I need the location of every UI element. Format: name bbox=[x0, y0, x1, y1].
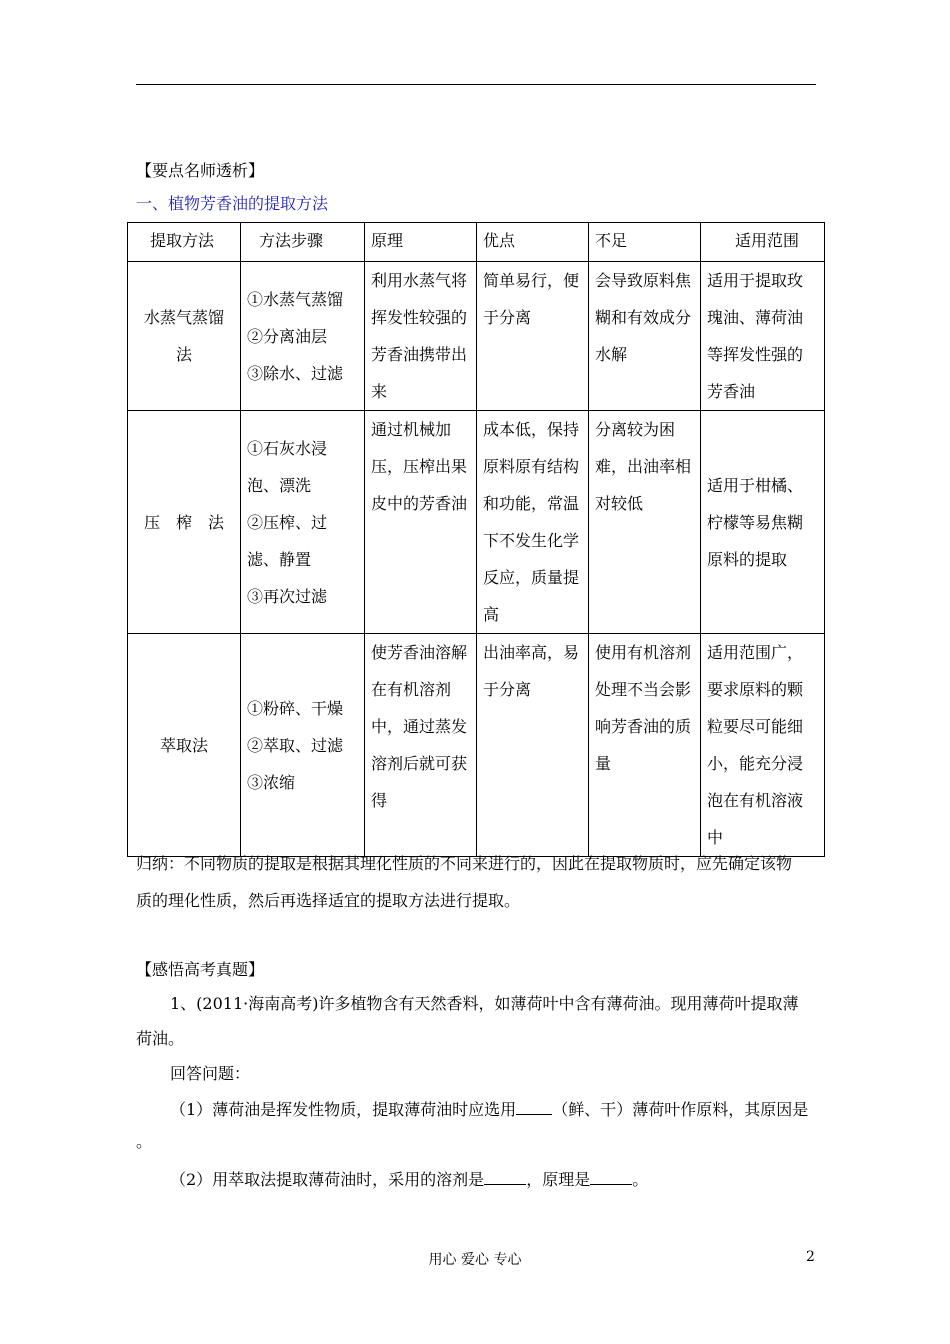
step-item: ③浓缩 bbox=[247, 772, 296, 792]
section-heading-exam-questions: 【感悟高考真题】 bbox=[136, 960, 265, 979]
section-title-extraction-methods: 一、植物芳香油的提取方法 bbox=[136, 194, 329, 213]
disadvantage-cell: 使用有机溶剂处理不当会影响芳香油的质量 bbox=[589, 634, 701, 857]
part-2-text-end: 。 bbox=[632, 1170, 649, 1189]
page-number: 2 bbox=[806, 1249, 815, 1265]
part-1-text-after: （鲜、干）薄荷叶作原料，其原因是 bbox=[552, 1100, 809, 1119]
method-name-line: 压 榨 法 bbox=[143, 512, 224, 532]
method-cell bbox=[128, 634, 241, 857]
table-row bbox=[128, 262, 825, 411]
step-item: ①粉碎、干燥 bbox=[247, 698, 344, 718]
answer-blank[interactable] bbox=[590, 1168, 632, 1185]
header-principle: 原理 bbox=[365, 223, 477, 262]
step-item: ②压榨、过滤、静置 bbox=[247, 512, 328, 569]
table-row bbox=[128, 411, 825, 634]
question-1-line-2: 荷油。 bbox=[136, 1029, 185, 1048]
answer-intro: 回答问题： bbox=[170, 1064, 251, 1083]
answer-blank[interactable] bbox=[484, 1168, 526, 1185]
method-name-line: 水蒸气蒸馏 bbox=[143, 308, 224, 327]
part-2-text-before: （2）用萃取法提取薄荷油时，采用的溶剂是 bbox=[170, 1170, 485, 1189]
answer-blank[interactable] bbox=[516, 1098, 552, 1115]
method-name-line: 萃取法 bbox=[159, 735, 208, 755]
page-footer: 用心 爱心 专心 bbox=[428, 1252, 522, 1268]
header-disadvantage: 不足 bbox=[589, 223, 701, 262]
section-heading-key-points: 【要点名师透析】 bbox=[136, 161, 265, 180]
step-item: ①石灰水浸泡、漂洗 bbox=[247, 438, 328, 495]
step-item: ①水蒸气蒸馏 bbox=[247, 289, 344, 309]
disadvantage-cell: 会导致原料焦糊和有效成分水解 bbox=[589, 262, 701, 411]
scope-cell: 适用于柑橘、柠檬等易焦糊原料的提取 bbox=[701, 411, 825, 634]
method-name-line: 法 bbox=[175, 345, 192, 364]
extraction-methods-table bbox=[127, 222, 825, 857]
part-2-text-middle: ，原理是 bbox=[526, 1170, 591, 1189]
scope-cell: 适用于提取玫瑰油、薄荷油等挥发性强的芳香油 bbox=[701, 262, 825, 411]
question-part-1 bbox=[170, 1098, 808, 1120]
table-row bbox=[128, 634, 825, 857]
summary-line-1: 归纳：不同物质的提取是根据其理化性质的不同来进行的，因此在提取物质时，应先确定该物 bbox=[136, 854, 793, 873]
summary-line-2: 质的理化性质，然后再选择适宜的提取方法进行提取。 bbox=[136, 891, 521, 910]
header-method: 提取方法 bbox=[128, 223, 241, 262]
question-part-2 bbox=[170, 1168, 648, 1190]
advantage-cell: 成本低，保持原料原有结构和功能，常温下不发生化学反应，质量提高 bbox=[477, 411, 589, 634]
part-1-end: 。 bbox=[136, 1132, 153, 1151]
step-item: ②萃取、过滤 bbox=[247, 735, 344, 755]
principle-cell: 通过机械加压，压榨出果皮中的芳香油 bbox=[365, 411, 477, 634]
step-item: ②分离油层 bbox=[247, 326, 328, 346]
step-item: ③再次过滤 bbox=[247, 586, 328, 606]
principle-cell: 利用水蒸气将挥发性较强的芳香油携带出来 bbox=[365, 262, 477, 411]
header-rule bbox=[136, 84, 816, 85]
header-scope: 适用范围 bbox=[701, 223, 825, 262]
header-advantage: 优点 bbox=[477, 223, 589, 262]
step-item: ③除水、过滤 bbox=[247, 363, 344, 383]
advantage-cell: 出油率高，易于分离 bbox=[477, 634, 589, 857]
steps-cell bbox=[241, 411, 365, 634]
question-1-line-1: 1、(2011·海南高考)许多植物含有天然香料，如薄荷叶中含有薄荷油。现用薄荷叶提取薄 bbox=[170, 994, 799, 1013]
principle-cell: 使芳香油溶解在有机溶剂中，通过蒸发溶剂后就可获得 bbox=[365, 634, 477, 857]
method-cell bbox=[128, 411, 241, 634]
disadvantage-cell: 分离较为困难，出油率相对较低 bbox=[589, 411, 701, 634]
header-steps: 方法步骤 bbox=[241, 223, 365, 262]
part-1-text-before: （1）薄荷油是挥发性物质，提取薄荷油时应选用 bbox=[170, 1100, 517, 1119]
steps-cell bbox=[241, 262, 365, 411]
method-cell bbox=[128, 262, 241, 411]
scope-cell: 适用范围广，要求原料的颗粒要尽可能细小，能充分浸泡在有机溶液中 bbox=[701, 634, 825, 857]
steps-cell bbox=[241, 634, 365, 857]
advantage-cell: 简单易行，便于分离 bbox=[477, 262, 589, 411]
table-header-row bbox=[128, 223, 825, 262]
